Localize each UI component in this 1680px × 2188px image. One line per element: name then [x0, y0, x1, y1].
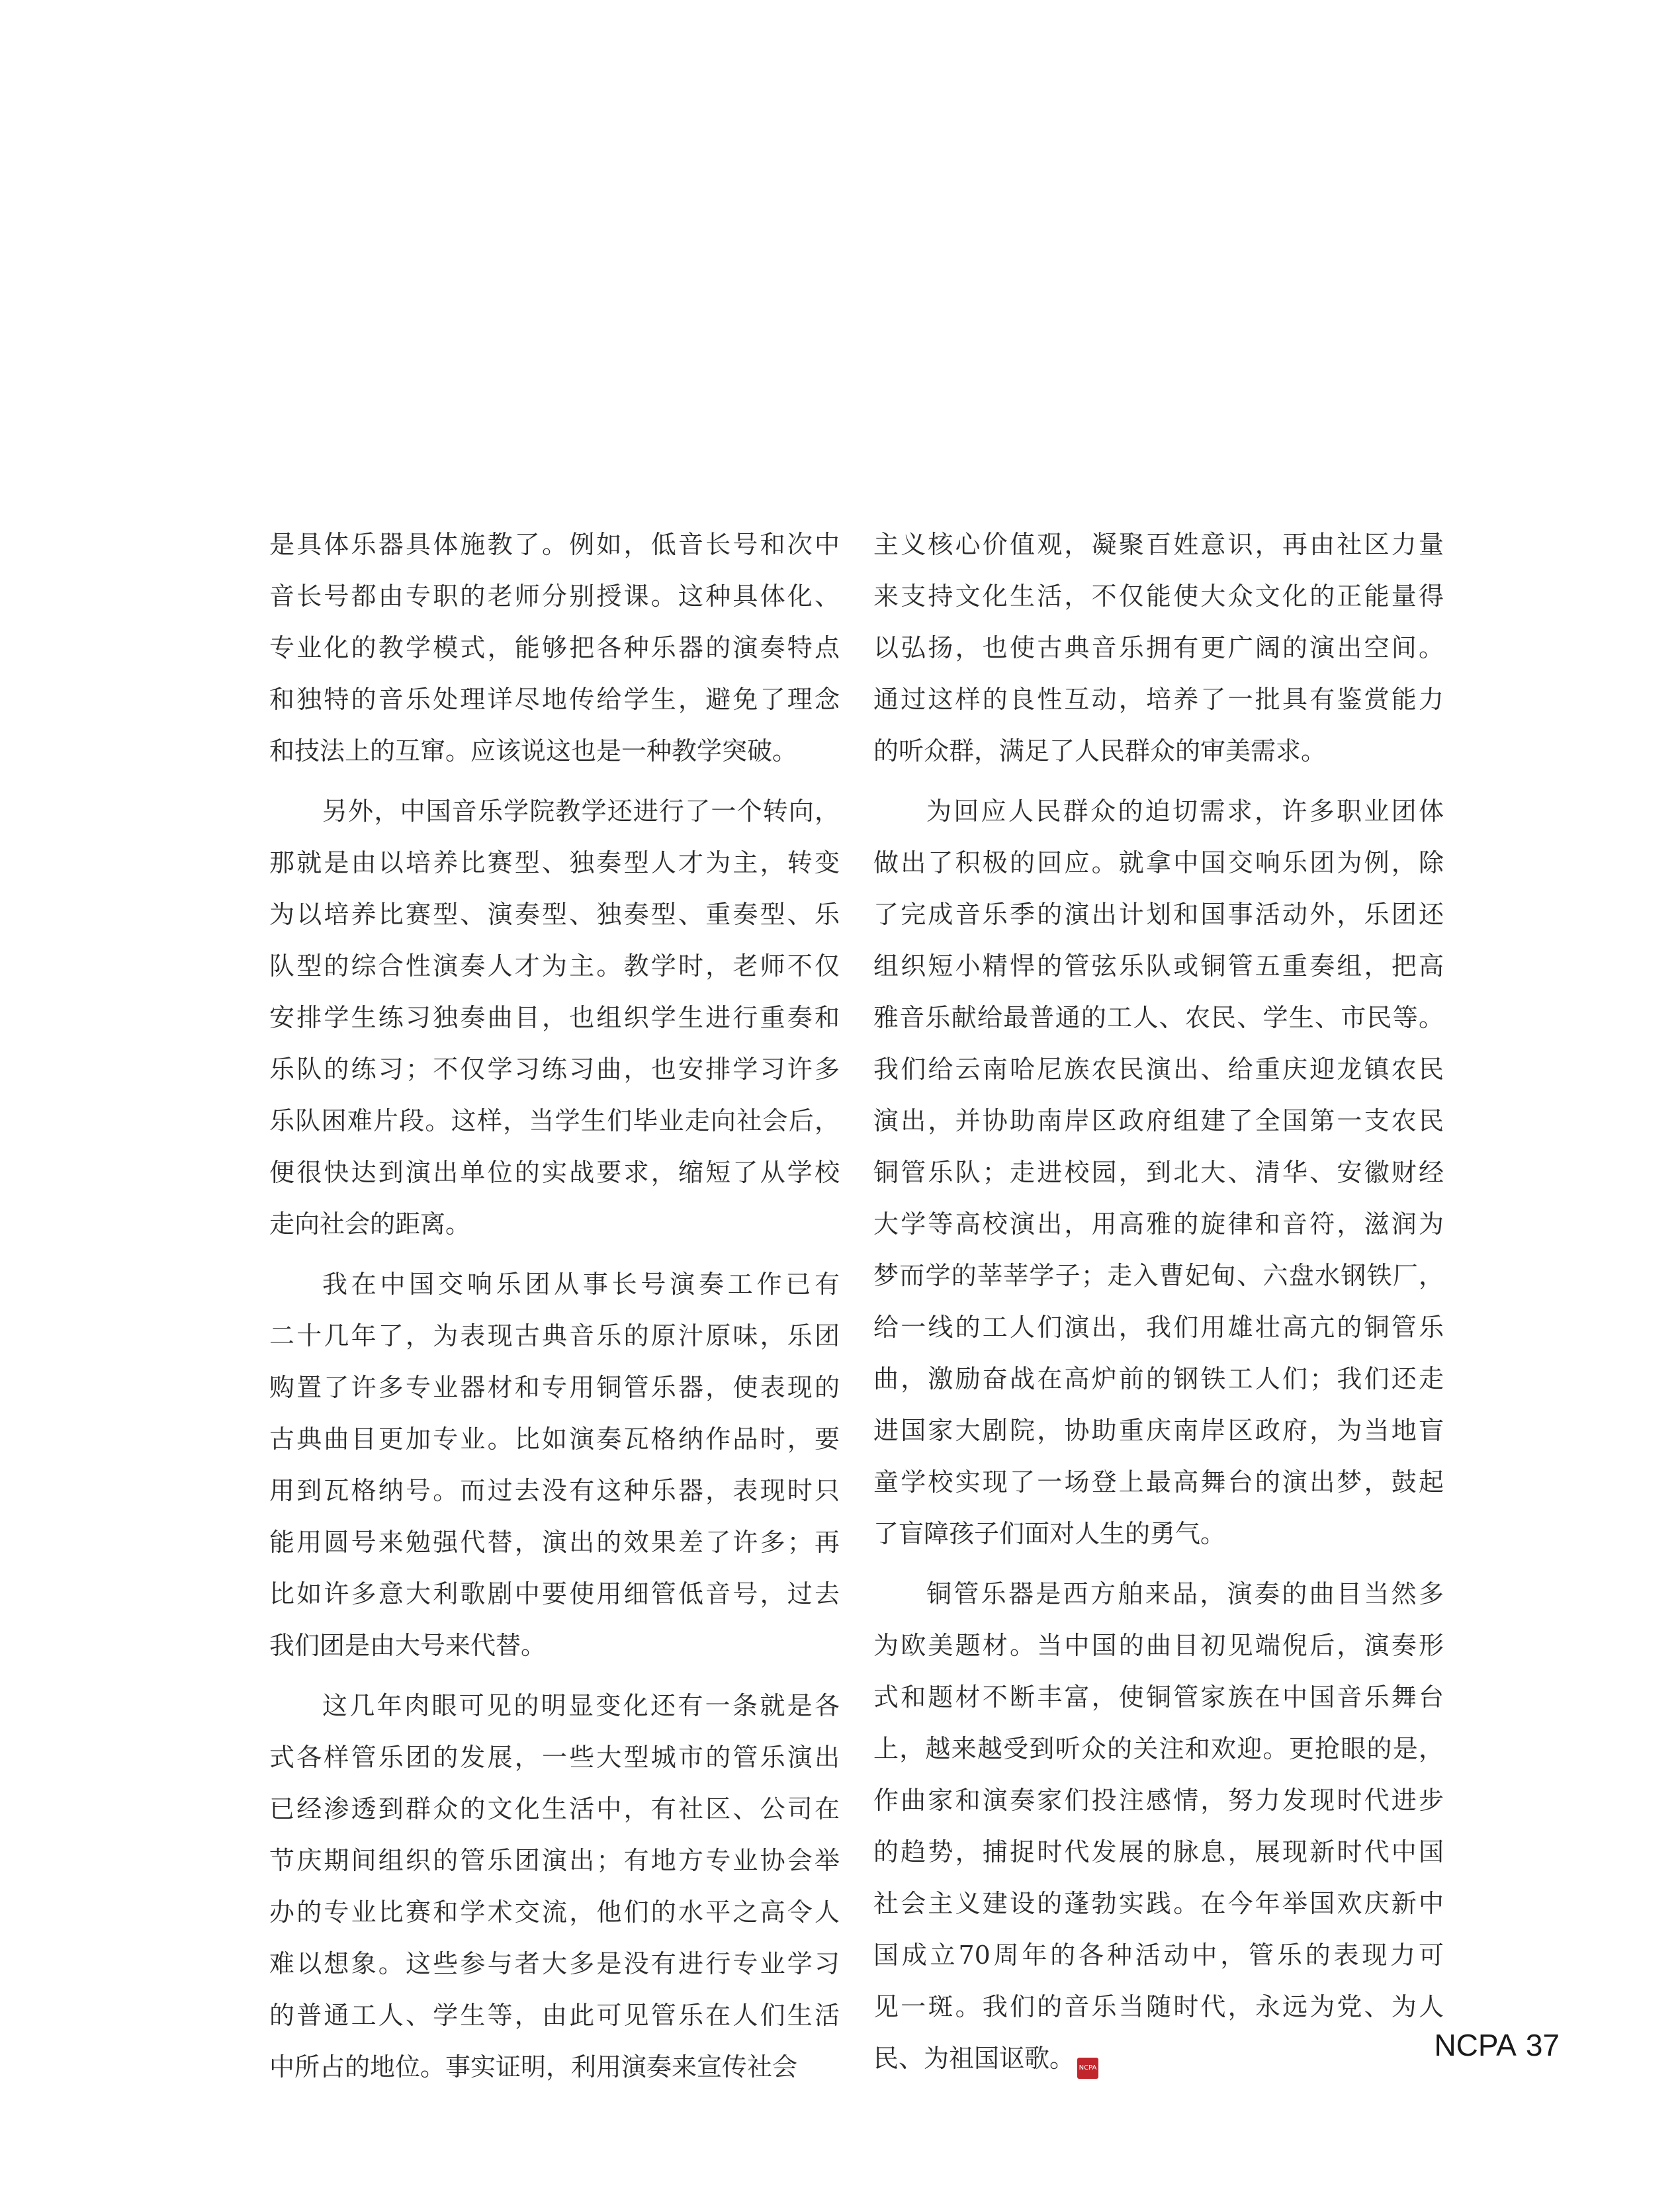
text-line: 我在中国交响乐团从事长号演奏工作已有 — [322, 1270, 840, 1299]
text-line: 和独特的音乐处理详尽地传给学生，避免了理念 — [269, 685, 840, 714]
text-line: 给一线的工人们演出，我们用雄壮高亢的铜管乐 — [873, 1313, 1444, 1342]
text-column-right — [873, 519, 1444, 2084]
text-line: 民、为祖国讴歌。 — [873, 2044, 1075, 2073]
text-line: 上，越来越受到听众的关注和欢迎。更抢眼的是， — [873, 1734, 1444, 1763]
text-line: 了完成音乐季的演出计划和国事活动外，乐团还 — [873, 900, 1444, 929]
text-line: 主义核心价值观，凝聚百姓意识，再由社区力量 — [873, 530, 1444, 559]
text-line: 另外，中国音乐学院教学还进行了一个转向， — [322, 797, 840, 826]
paragraph — [269, 785, 840, 1250]
text-line: 队型的综合性演奏人才为主。教学时，老师不仅 — [269, 951, 840, 981]
text-line: 曲，激励奋战在高炉前的钢铁工人们；我们还走 — [873, 1364, 1444, 1393]
text-line: 组织短小精悍的管弦乐队或铜管五重奏组，把高 — [873, 951, 1444, 981]
text-line: 古典曲目更加专业。比如演奏瓦格纳作品时，要 — [269, 1424, 840, 1454]
text-line: 安排学生练习独奏曲目，也组织学生进行重奏和 — [269, 1003, 840, 1032]
text-line: 式和题材不断丰富，使铜管家族在中国音乐舞台 — [873, 1683, 1444, 1712]
page-footer — [1434, 2027, 1560, 2063]
text-line: 国成立70周年的各种活动中，管乐的表现力可 — [873, 1941, 1444, 1970]
paragraph — [269, 519, 840, 777]
text-line: 为以培养比赛型、演奏型、独奏型、重奏型、乐 — [269, 900, 840, 929]
seal-icon: NCPA — [1077, 2058, 1098, 2079]
text-line: 我们团是由大号来代替。 — [269, 1631, 547, 1660]
paragraph — [269, 1680, 840, 2093]
text-line: 这几年肉眼可见的明显变化还有一条就是各 — [322, 1691, 840, 1720]
text-line: 走向社会的距离。 — [269, 1209, 471, 1239]
text-line: 做出了积极的回应。就拿中国交响乐团为例，除 — [873, 848, 1444, 877]
text-line: 为欧美题材。当中国的曲目初见端倪后，演奏形 — [873, 1631, 1444, 1660]
text-line: 二十几年了，为表现古典音乐的原汁原味，乐团 — [269, 1321, 840, 1350]
text-line: 演出，并协助南岸区政府组建了全国第一支农民 — [873, 1106, 1444, 1135]
text-line: 的趋势，捕捉时代发展的脉息，展现新时代中国 — [873, 1837, 1444, 1866]
text-line: 中所占的地位。事实证明，利用演奏来宣传社会 — [269, 2052, 798, 2081]
text-line: 便很快达到演出单位的实战要求，缩短了从学校 — [269, 1158, 840, 1187]
text-line: 难以想象。这些参与者大多是没有进行专业学习 — [269, 1949, 840, 1978]
text-line: 了盲障孩子们面对人生的勇气。 — [873, 1519, 1226, 1548]
text-column-left — [269, 519, 840, 2093]
text-line: 我们给云南哈尼族农民演出、给重庆迎龙镇农民 — [873, 1055, 1444, 1084]
text-line: 已经渗透到群众的文化生活中，有社区、公司在 — [269, 1794, 840, 1823]
text-line: 用到瓦格纳号。而过去没有这种乐器，表现时只 — [269, 1476, 840, 1505]
text-line: 专业化的教学模式，能够把各种乐器的演奏特点 — [269, 633, 840, 662]
text-line: 办的专业比赛和学术交流，他们的水平之高令人 — [269, 1898, 840, 1927]
text-line: 和技法上的互窜。应该说这也是一种教学突破。 — [269, 736, 798, 766]
text-line: 能用圆号来勉强代替，演出的效果差了许多；再 — [269, 1528, 840, 1557]
text-line: 的听众群，满足了人民群众的审美需求。 — [873, 736, 1327, 766]
paragraph — [873, 519, 1444, 777]
text-line: 大学等高校演出，用高雅的旋律和音符，滋润为 — [873, 1209, 1444, 1239]
paragraph — [873, 785, 1444, 1559]
text-line: 作曲家和演奏家们投注感情，努力发现时代进步 — [873, 1786, 1444, 1815]
page-number: 37 — [1525, 2028, 1560, 2062]
text-line: 以弘扬，也使古典音乐拥有更广阔的演出空间。 — [873, 633, 1444, 662]
paragraph — [269, 1258, 840, 1671]
text-line: 通过这样的良性互动，培养了一批具有鉴赏能力 — [873, 685, 1444, 714]
text-line: 社会主义建设的蓬勃实践。在今年举国欢庆新中 — [873, 1889, 1444, 1918]
text-line: 童学校实现了一场登上最高舞台的演出梦，鼓起 — [873, 1467, 1444, 1497]
text-line: 的普通工人、学生等，由此可见管乐在人们生活 — [269, 2001, 840, 2030]
text-line: 式各样管乐团的发展，一些大型城市的管乐演出 — [269, 1743, 840, 1772]
text-line: 音长号都由专职的老师分别授课。这种具体化、 — [269, 582, 840, 611]
magazine-name: NCPA — [1434, 2028, 1517, 2062]
text-line: 梦而学的莘莘学子；走入曹妃甸、六盘水钢铁厂， — [873, 1261, 1444, 1290]
text-line: 节庆期间组织的管乐团演出；有地方专业协会举 — [269, 1846, 840, 1875]
text-line: 那就是由以培养比赛型、独奏型人才为主，转变 — [269, 848, 840, 877]
text-line: 购置了许多专业器材和专用铜管乐器，使表现的 — [269, 1373, 840, 1402]
text-line: 为回应人民群众的迫切需求，许多职业团体 — [926, 797, 1444, 826]
text-line: 乐队的练习；不仅学习练习曲，也安排学习许多 — [269, 1055, 840, 1084]
paragraph — [873, 1568, 1444, 2084]
text-line: 来支持文化生活，不仅能使大众文化的正能量得 — [873, 582, 1444, 611]
text-line: 进国家大剧院，协助重庆南岸区政府，为当地盲 — [873, 1416, 1444, 1445]
text-line: 乐队困难片段。这样，当学生们毕业走向社会后， — [269, 1106, 840, 1135]
text-line: 比如许多意大利歌剧中要使用细管低音号，过去 — [269, 1579, 840, 1608]
text-line: 铜管乐队；走进校园，到北大、清华、安徽财经 — [873, 1158, 1444, 1187]
text-line: 见一斑。我们的音乐当随时代，永远为党、为人 — [873, 1992, 1444, 2021]
text-line: 雅音乐献给最普通的工人、农民、学生、市民等。 — [873, 1003, 1444, 1032]
text-line: 是具体乐器具体施教了。例如，低音长号和次中 — [269, 530, 840, 559]
text-line: 铜管乐器是西方舶来品，演奏的曲目当然多 — [926, 1579, 1444, 1608]
